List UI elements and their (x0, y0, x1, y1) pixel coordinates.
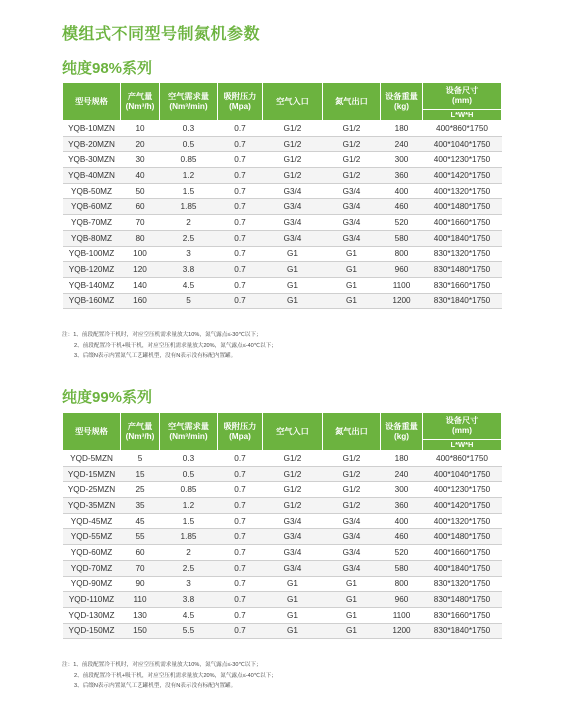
cell-weight: 460 (381, 529, 423, 545)
cell-air-inlet: G1/2 (263, 482, 323, 498)
cell-n2-outlet: G3/4 (323, 199, 381, 215)
cell-air-inlet: G1 (263, 607, 323, 623)
cell-weight: 400 (381, 513, 423, 529)
table-row (63, 466, 502, 482)
cell-output: 60 (121, 545, 160, 561)
cell-weight: 1100 (381, 277, 423, 293)
cell-output: 130 (121, 607, 160, 623)
cell-size: 400*1040*1750 (423, 466, 502, 482)
cell-size: 830*1480*1750 (423, 592, 502, 608)
cell-output: 35 (121, 498, 160, 514)
cell-size: 830*1320*1750 (423, 246, 502, 262)
note-line: 注：1、前段配置冷干机时，对应空压机需求量放大10%，氮气露点≤-30℃以下； (62, 332, 262, 338)
cell-pressure: 0.7 (218, 293, 263, 309)
table-row (63, 246, 502, 262)
cell-size: 400*1230*1750 (423, 152, 502, 168)
cell-air-demand: 0.85 (160, 482, 218, 498)
cell-pressure: 0.7 (218, 277, 263, 293)
table-row (63, 277, 502, 293)
cell-output: 45 (121, 513, 160, 529)
cell-air-demand: 4.5 (160, 277, 218, 293)
cell-n2-outlet: G1/2 (323, 466, 381, 482)
notes-98 (62, 330, 502, 362)
cell-model: YQD-25MZN (63, 482, 121, 498)
cell-weight: 240 (381, 466, 423, 482)
cell-model: YQB-10MZN (63, 121, 121, 137)
cell-output: 5 (121, 451, 160, 467)
cell-air-demand: 5 (160, 293, 218, 309)
cell-air-inlet: G1 (263, 246, 323, 262)
cell-air-demand: 1.2 (160, 168, 218, 184)
cell-weight: 960 (381, 262, 423, 278)
cell-model: YQB-100MZ (63, 246, 121, 262)
cell-weight: 400 (381, 183, 423, 199)
header-size-sub: L*W*H (423, 440, 502, 451)
cell-size: 400*1040*1750 (423, 136, 502, 152)
cell-pressure: 0.7 (218, 230, 263, 246)
cell-model: YQD-55MZ (63, 529, 121, 545)
cell-weight: 360 (381, 498, 423, 514)
cell-output: 15 (121, 466, 160, 482)
cell-weight: 240 (381, 136, 423, 152)
cell-air-demand: 3.8 (160, 262, 218, 278)
cell-model: YQD-5MZN (63, 451, 121, 467)
cell-model: YQD-110MZ (63, 592, 121, 608)
table-row (63, 183, 502, 199)
table-row (63, 498, 502, 514)
cell-size: 400*1420*1750 (423, 168, 502, 184)
cell-n2-outlet: G1 (323, 607, 381, 623)
cell-air-demand: 5.5 (160, 623, 218, 639)
cell-output: 60 (121, 199, 160, 215)
cell-n2-outlet: G1/2 (323, 482, 381, 498)
cell-output: 70 (121, 560, 160, 576)
cell-output: 150 (121, 623, 160, 639)
cell-size: 830*1840*1750 (423, 293, 502, 309)
cell-pressure: 0.7 (218, 513, 263, 529)
table-row (63, 560, 502, 576)
table-row (63, 121, 502, 137)
cell-air-demand: 2.5 (160, 560, 218, 576)
cell-pressure: 0.7 (218, 152, 263, 168)
spec-table-99 (62, 412, 502, 639)
cell-model: YQB-140MZ (63, 277, 121, 293)
cell-air-inlet: G1/2 (263, 136, 323, 152)
cell-air-demand: 4.5 (160, 607, 218, 623)
cell-air-inlet: G3/4 (263, 513, 323, 529)
cell-n2-outlet: G1/2 (323, 451, 381, 467)
cell-model: YQB-160MZ (63, 293, 121, 309)
table-row (63, 152, 502, 168)
cell-pressure: 0.7 (218, 451, 263, 467)
cell-weight: 580 (381, 560, 423, 576)
cell-air-demand: 1.5 (160, 183, 218, 199)
cell-n2-outlet: G3/4 (323, 529, 381, 545)
table-row (63, 576, 502, 592)
cell-pressure: 0.7 (218, 498, 263, 514)
header-model: 型号规格 (63, 83, 121, 121)
cell-air-inlet: G1/2 (263, 466, 323, 482)
cell-n2-outlet: G1/2 (323, 121, 381, 137)
cell-output: 100 (121, 246, 160, 262)
cell-n2-outlet: G3/4 (323, 545, 381, 561)
cell-size: 400*1320*1750 (423, 183, 502, 199)
cell-n2-outlet: G3/4 (323, 215, 381, 231)
cell-output: 70 (121, 215, 160, 231)
cell-pressure: 0.7 (218, 545, 263, 561)
cell-pressure: 0.7 (218, 246, 263, 262)
cell-air-demand: 0.3 (160, 121, 218, 137)
cell-output: 30 (121, 152, 160, 168)
cell-model: YQB-70MZ (63, 215, 121, 231)
section-title-98: 纯度98%系列 (62, 60, 153, 77)
note-line: 3、后缀N表示内置氮气工艺罐机型，没有N表示没有标配内置罐。 (74, 353, 237, 359)
cell-model: YQD-70MZ (63, 560, 121, 576)
cell-weight: 800 (381, 576, 423, 592)
cell-model: YQD-60MZ (63, 545, 121, 561)
page-title: 模组式不同型号制氮机参数 (62, 26, 261, 43)
cell-n2-outlet: G1/2 (323, 168, 381, 184)
note-line: 2、前段配置冷干机+吸干机，对应空压机需求量放大20%，氮气露点≤-40℃以下； (74, 672, 277, 679)
table-row (63, 482, 502, 498)
cell-air-inlet: G3/4 (263, 199, 323, 215)
header-size: 设备尺寸 (mm) (423, 83, 502, 110)
cell-output: 50 (121, 183, 160, 199)
cell-n2-outlet: G3/4 (323, 183, 381, 199)
cell-air-inlet: G3/4 (263, 560, 323, 576)
cell-n2-outlet: G1 (323, 592, 381, 608)
cell-output: 80 (121, 230, 160, 246)
note-line: 3、后缀N表示内置氮气工艺罐机型，没有N表示没有标配内置罐。 (74, 683, 237, 689)
cell-size: 400*1480*1750 (423, 529, 502, 545)
cell-air-inlet: G3/4 (263, 230, 323, 246)
cell-output: 10 (121, 121, 160, 137)
cell-pressure: 0.7 (218, 592, 263, 608)
cell-weight: 960 (381, 592, 423, 608)
table-body (63, 451, 502, 639)
cell-n2-outlet: G1 (323, 576, 381, 592)
cell-model: YQB-60MZ (63, 199, 121, 215)
cell-weight: 1100 (381, 607, 423, 623)
cell-weight: 1200 (381, 623, 423, 639)
cell-pressure: 0.7 (218, 121, 263, 137)
cell-weight: 520 (381, 545, 423, 561)
note-line: 注：1、前段配置冷干机时，对应空压机需求量放大10%，氮气露点≤-30℃以下； (62, 662, 262, 668)
cell-pressure: 0.7 (218, 560, 263, 576)
cell-model: YQD-150MZ (63, 623, 121, 639)
table-row (63, 136, 502, 152)
table-row (63, 513, 502, 529)
cell-n2-outlet: G1 (323, 277, 381, 293)
cell-air-inlet: G3/4 (263, 545, 323, 561)
cell-air-demand: 0.3 (160, 451, 218, 467)
cell-weight: 180 (381, 451, 423, 467)
table-row (63, 168, 502, 184)
cell-size: 400*1840*1750 (423, 560, 502, 576)
cell-air-demand: 1.5 (160, 513, 218, 529)
cell-air-inlet: G1 (263, 592, 323, 608)
cell-model: YQB-40MZN (63, 168, 121, 184)
cell-air-inlet: G1/2 (263, 168, 323, 184)
table-body (63, 121, 502, 309)
cell-output: 90 (121, 576, 160, 592)
cell-size: 400*1480*1750 (423, 199, 502, 215)
table-row (63, 230, 502, 246)
header-pressure: 吸附压力 (Mpa) (218, 413, 263, 451)
cell-weight: 300 (381, 482, 423, 498)
cell-air-inlet: G1/2 (263, 498, 323, 514)
header-size-sub: L*W*H (423, 110, 502, 121)
table-row (63, 545, 502, 561)
cell-air-inlet: G1/2 (263, 121, 323, 137)
cell-air-demand: 2 (160, 545, 218, 561)
cell-output: 160 (121, 293, 160, 309)
header-weight: 设备重量 (kg) (381, 83, 423, 121)
cell-n2-outlet: G1 (323, 623, 381, 639)
notes-99 (62, 660, 502, 692)
cell-air-inlet: G3/4 (263, 529, 323, 545)
cell-weight: 580 (381, 230, 423, 246)
section-title-99: 纯度99%系列 (62, 389, 153, 406)
header-n2-outlet: 氮气出口 (323, 83, 381, 121)
cell-air-demand: 2 (160, 215, 218, 231)
cell-size: 400*1660*1750 (423, 215, 502, 231)
cell-air-inlet: G1 (263, 623, 323, 639)
cell-air-inlet: G1 (263, 576, 323, 592)
cell-air-inlet: G1 (263, 277, 323, 293)
cell-weight: 180 (381, 121, 423, 137)
note-line: 2、前段配置冷干机+吸干机，对应空压机需求量放大20%，氮气露点≤-40℃以下； (74, 342, 277, 349)
cell-size: 830*1480*1750 (423, 262, 502, 278)
cell-weight: 300 (381, 152, 423, 168)
header-air-demand: 空气需求量 (Nm³/min) (160, 413, 218, 451)
cell-model: YQB-30MZN (63, 152, 121, 168)
cell-air-inlet: G1 (263, 293, 323, 309)
cell-size: 400*1230*1750 (423, 482, 502, 498)
cell-air-demand: 1.2 (160, 498, 218, 514)
cell-size: 400*860*1750 (423, 121, 502, 137)
header-air-inlet: 空气入口 (263, 83, 323, 121)
table-row (63, 451, 502, 467)
cell-n2-outlet: G3/4 (323, 560, 381, 576)
cell-n2-outlet: G3/4 (323, 230, 381, 246)
cell-output: 20 (121, 136, 160, 152)
cell-pressure: 0.7 (218, 262, 263, 278)
cell-air-demand: 1.85 (160, 199, 218, 215)
cell-model: YQB-120MZ (63, 262, 121, 278)
header-air-inlet: 空气入口 (263, 413, 323, 451)
cell-size: 400*860*1750 (423, 451, 502, 467)
header-model: 型号规格 (63, 413, 121, 451)
cell-air-demand: 3.8 (160, 592, 218, 608)
table-row (63, 199, 502, 215)
cell-output: 110 (121, 592, 160, 608)
header-n2-outlet: 氮气出口 (323, 413, 381, 451)
cell-size: 830*1320*1750 (423, 576, 502, 592)
table-row (63, 623, 502, 639)
header-output: 产气量 (Nm³/h) (121, 83, 160, 121)
table-row (63, 215, 502, 231)
cell-n2-outlet: G1/2 (323, 136, 381, 152)
header-pressure: 吸附压力 (Mpa) (218, 83, 263, 121)
cell-size: 830*1660*1750 (423, 607, 502, 623)
cell-air-inlet: G1 (263, 262, 323, 278)
cell-size: 400*1320*1750 (423, 513, 502, 529)
cell-n2-outlet: G1 (323, 262, 381, 278)
table-row (63, 262, 502, 278)
cell-air-demand: 3 (160, 576, 218, 592)
cell-model: YQB-50MZ (63, 183, 121, 199)
header-air-demand: 空气需求量 (Nm³/min) (160, 83, 218, 121)
cell-pressure: 0.7 (218, 215, 263, 231)
cell-air-demand: 0.5 (160, 136, 218, 152)
cell-weight: 1200 (381, 293, 423, 309)
cell-pressure: 0.7 (218, 199, 263, 215)
cell-output: 40 (121, 168, 160, 184)
cell-weight: 360 (381, 168, 423, 184)
header-size: 设备尺寸 (mm) (423, 413, 502, 440)
cell-model: YQB-80MZ (63, 230, 121, 246)
cell-model: YQD-15MZN (63, 466, 121, 482)
cell-air-inlet: G1/2 (263, 451, 323, 467)
cell-output: 120 (121, 262, 160, 278)
cell-air-demand: 0.5 (160, 466, 218, 482)
cell-size: 400*1420*1750 (423, 498, 502, 514)
cell-model: YQD-35MZN (63, 498, 121, 514)
cell-output: 25 (121, 482, 160, 498)
cell-pressure: 0.7 (218, 466, 263, 482)
cell-model: YQB-20MZN (63, 136, 121, 152)
cell-air-inlet: G3/4 (263, 183, 323, 199)
cell-n2-outlet: G1 (323, 246, 381, 262)
spec-table-98 (62, 82, 502, 309)
cell-pressure: 0.7 (218, 168, 263, 184)
table-row (63, 592, 502, 608)
table-row (63, 607, 502, 623)
cell-pressure: 0.7 (218, 576, 263, 592)
cell-n2-outlet: G1/2 (323, 152, 381, 168)
cell-pressure: 0.7 (218, 529, 263, 545)
cell-pressure: 0.7 (218, 136, 263, 152)
cell-air-demand: 3 (160, 246, 218, 262)
header-weight: 设备重量 (kg) (381, 413, 423, 451)
cell-n2-outlet: G3/4 (323, 513, 381, 529)
cell-size: 830*1840*1750 (423, 623, 502, 639)
cell-air-inlet: G3/4 (263, 215, 323, 231)
table-row (63, 293, 502, 309)
cell-output: 140 (121, 277, 160, 293)
cell-n2-outlet: G1/2 (323, 498, 381, 514)
cell-model: YQD-90MZ (63, 576, 121, 592)
table-row (63, 529, 502, 545)
cell-weight: 520 (381, 215, 423, 231)
cell-size: 400*1660*1750 (423, 545, 502, 561)
cell-pressure: 0.7 (218, 183, 263, 199)
cell-pressure: 0.7 (218, 482, 263, 498)
cell-model: YQD-130MZ (63, 607, 121, 623)
cell-air-demand: 2.5 (160, 230, 218, 246)
cell-model: YQD-45MZ (63, 513, 121, 529)
cell-output: 55 (121, 529, 160, 545)
cell-n2-outlet: G1 (323, 293, 381, 309)
cell-pressure: 0.7 (218, 623, 263, 639)
cell-weight: 800 (381, 246, 423, 262)
cell-size: 830*1660*1750 (423, 277, 502, 293)
cell-air-demand: 0.85 (160, 152, 218, 168)
cell-size: 400*1840*1750 (423, 230, 502, 246)
cell-air-inlet: G1/2 (263, 152, 323, 168)
cell-air-demand: 1.85 (160, 529, 218, 545)
header-output: 产气量 (Nm³/h) (121, 413, 160, 451)
cell-pressure: 0.7 (218, 607, 263, 623)
cell-weight: 460 (381, 199, 423, 215)
